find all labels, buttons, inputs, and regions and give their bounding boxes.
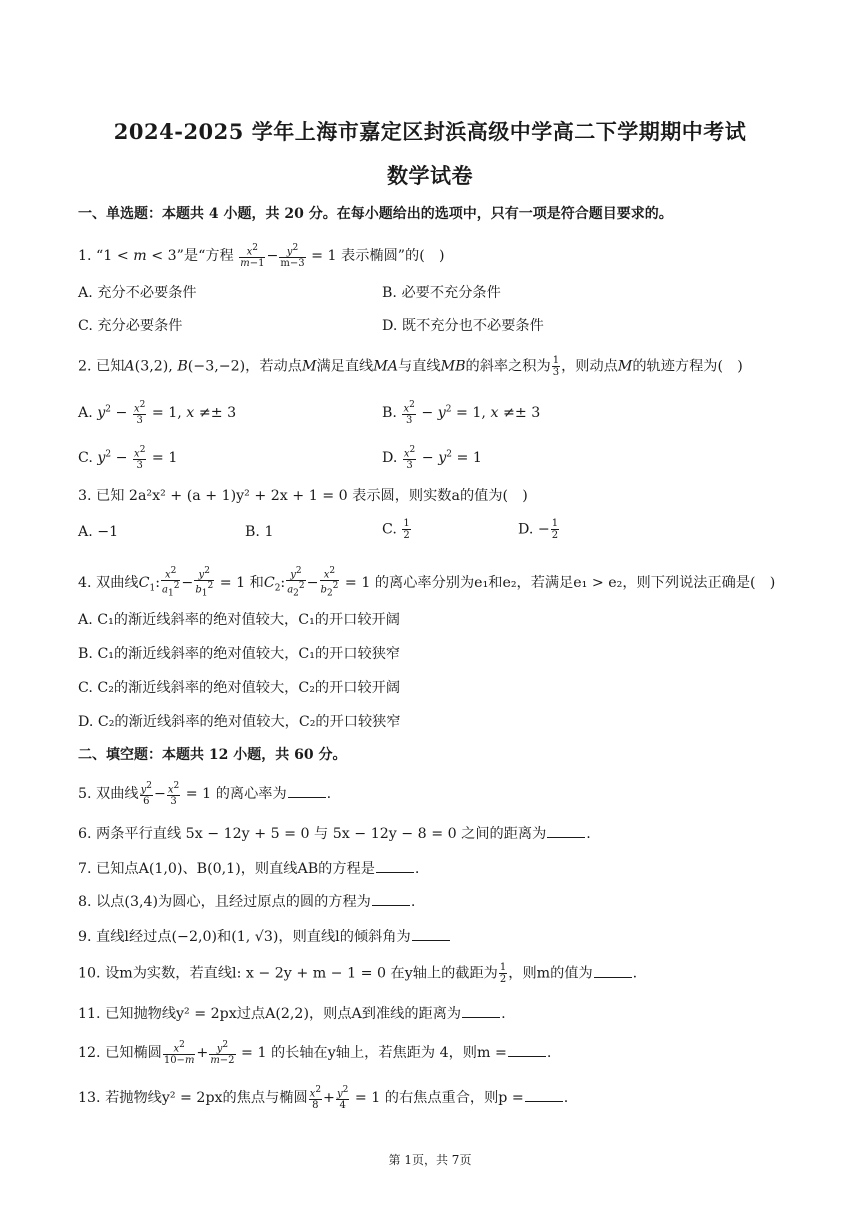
q2-option-b: B. $\frac{x^2}{3}$ − $y^2 = 1$, x ≠± 3 bbox=[382, 400, 541, 427]
question-4: 4. 双曲线$C_1$: $\frac{x^2}{a_1^2}$ − $\frac{y^2}{b_1^2}$ = 1 和$C_2$: $\frac{y^2}{a_2^2}$ − $\frac{x^2}{b_2^2}$ = 1 的离心率分别为e₁和e₂，若满足e₁ > e₂，则下列说法正确是( ) bbox=[78, 566, 776, 599]
answer-blank bbox=[376, 860, 414, 873]
answer-blank bbox=[412, 928, 450, 941]
question-6: 6. 两条平行直线 5x − 12y + 5 = 0 与 5x − 12y − 8 = 0 之间的距离为 . bbox=[78, 826, 591, 842]
answer-blank bbox=[547, 825, 585, 838]
section-2-heading: 二、填空题：本题共 12 小题，共 60 分。 bbox=[78, 747, 347, 763]
page-footer: 第 1页，共 7页 bbox=[388, 1153, 472, 1167]
q1-option-a: A. 充分不必要条件 bbox=[78, 285, 197, 301]
q3-option-d: D. − $\frac{1}{2}$ bbox=[518, 518, 559, 541]
q2-option-c: C. $y^2$ − $\frac{x^2}{3}$ = 1 bbox=[78, 445, 178, 472]
q1-option-b: B. 必要不充分条件 bbox=[382, 285, 501, 301]
q3-option-b: B. 1 bbox=[245, 524, 274, 540]
question-11: 11. 已知抛物线y² = 2px过点A(2,2)，则点A到准线的距离为 . bbox=[78, 1006, 506, 1022]
q3-option-c: C. $\frac{1}{2}$ bbox=[382, 518, 410, 541]
section-1-heading: 一、单选题：本题共 4 小题，共 20 分。在每小题给出的选项中，只有一项是符合题目要求的。 bbox=[78, 206, 673, 222]
q3-option-a: A. −1 bbox=[78, 524, 119, 540]
q4-option-d: D. C₂的渐近线斜率的绝对值较大，C₂的开口较狭窄 bbox=[78, 714, 401, 730]
answer-blank bbox=[508, 1044, 546, 1057]
exam-title: 2024-2025 学年上海市嘉定区封浜高级中学高二下学期期中考试 bbox=[113, 119, 747, 144]
answer-blank bbox=[594, 965, 632, 978]
question-9: 9. 直线l经过点(−2,0)和(1, √3)，则直线l的倾斜角为 bbox=[78, 926, 451, 946]
answer-blank bbox=[288, 785, 326, 798]
question-10: 10. 设m为实数，若直线l: x − 2y + m − 1 = 0 在y轴上的截距为 $\frac{1}{2}$ ，则m的值为 . bbox=[78, 962, 638, 985]
q2-option-d: D. $\frac{x^2}{3}$ − $y^2 = 1$ bbox=[382, 445, 482, 472]
answer-blank bbox=[372, 893, 410, 906]
answer-blank bbox=[462, 1005, 500, 1018]
question-3: 3. 已知 2a²x² + (a + 1)y² + 2x + 1 = 0 表示圆，则实数a的值为( ) bbox=[78, 488, 528, 504]
q1-option-c: C. 充分必要条件 bbox=[78, 318, 183, 334]
question-7: 7. 已知点A(1,0)、B(0,1)，则直线AB的方程是 . bbox=[78, 861, 420, 877]
exam-subtitle: 数学试卷 bbox=[387, 163, 473, 188]
q1-option-d: D. 既不充分也不必要条件 bbox=[382, 318, 544, 334]
answer-blank bbox=[525, 1089, 563, 1102]
question-1: 1. “1 < m < 3”是“方程 $\frac{x^2}{m-1}$ − $\frac{y^2}{m-3}$ = 1 表示椭圆”的( ) bbox=[78, 243, 445, 270]
question-8: 8. 以点(3,4)为圆心，且经过原点的圆的方程为 . bbox=[78, 894, 416, 910]
q2-option-a: A. $y^2$ − $\frac{x^2}{3}$ = 1, x ≠± 3 bbox=[78, 400, 237, 427]
question-5: 5. 双曲线 $\frac{y^2}{6}$ − $\frac{x^2}{3}$ = 1 的离心率为 . bbox=[78, 781, 332, 808]
q4-option-a: A. C₁的渐近线斜率的绝对值较大，C₁的开口较开阔 bbox=[78, 612, 400, 628]
question-2: 2. 已知A(3,2), B(−3,−2)，若动点M满足直线MA与直线MB的斜率之积为 $\frac{1}{3}$ ，则动点M的轨迹方程为( ) bbox=[78, 355, 743, 378]
question-13: 13. 若抛物线y² = 2px的焦点与椭圆 $\frac{x^2}{8}$ + $\frac{y^2}{4}$ = 1 的右焦点重合，则p = . bbox=[78, 1085, 569, 1112]
q4-option-c: C. C₂的渐近线斜率的绝对值较大，C₂的开口较开阔 bbox=[78, 680, 401, 696]
question-12: 12. 已知椭圆 $\frac{x^2}{10-m}$ + $\frac{y^2}{m-2}$ = 1 的长轴在y轴上，若焦距为 4，则m = . bbox=[78, 1040, 552, 1067]
q4-option-b: B. C₁的渐近线斜率的绝对值较大，C₁的开口较狭窄 bbox=[78, 646, 401, 662]
